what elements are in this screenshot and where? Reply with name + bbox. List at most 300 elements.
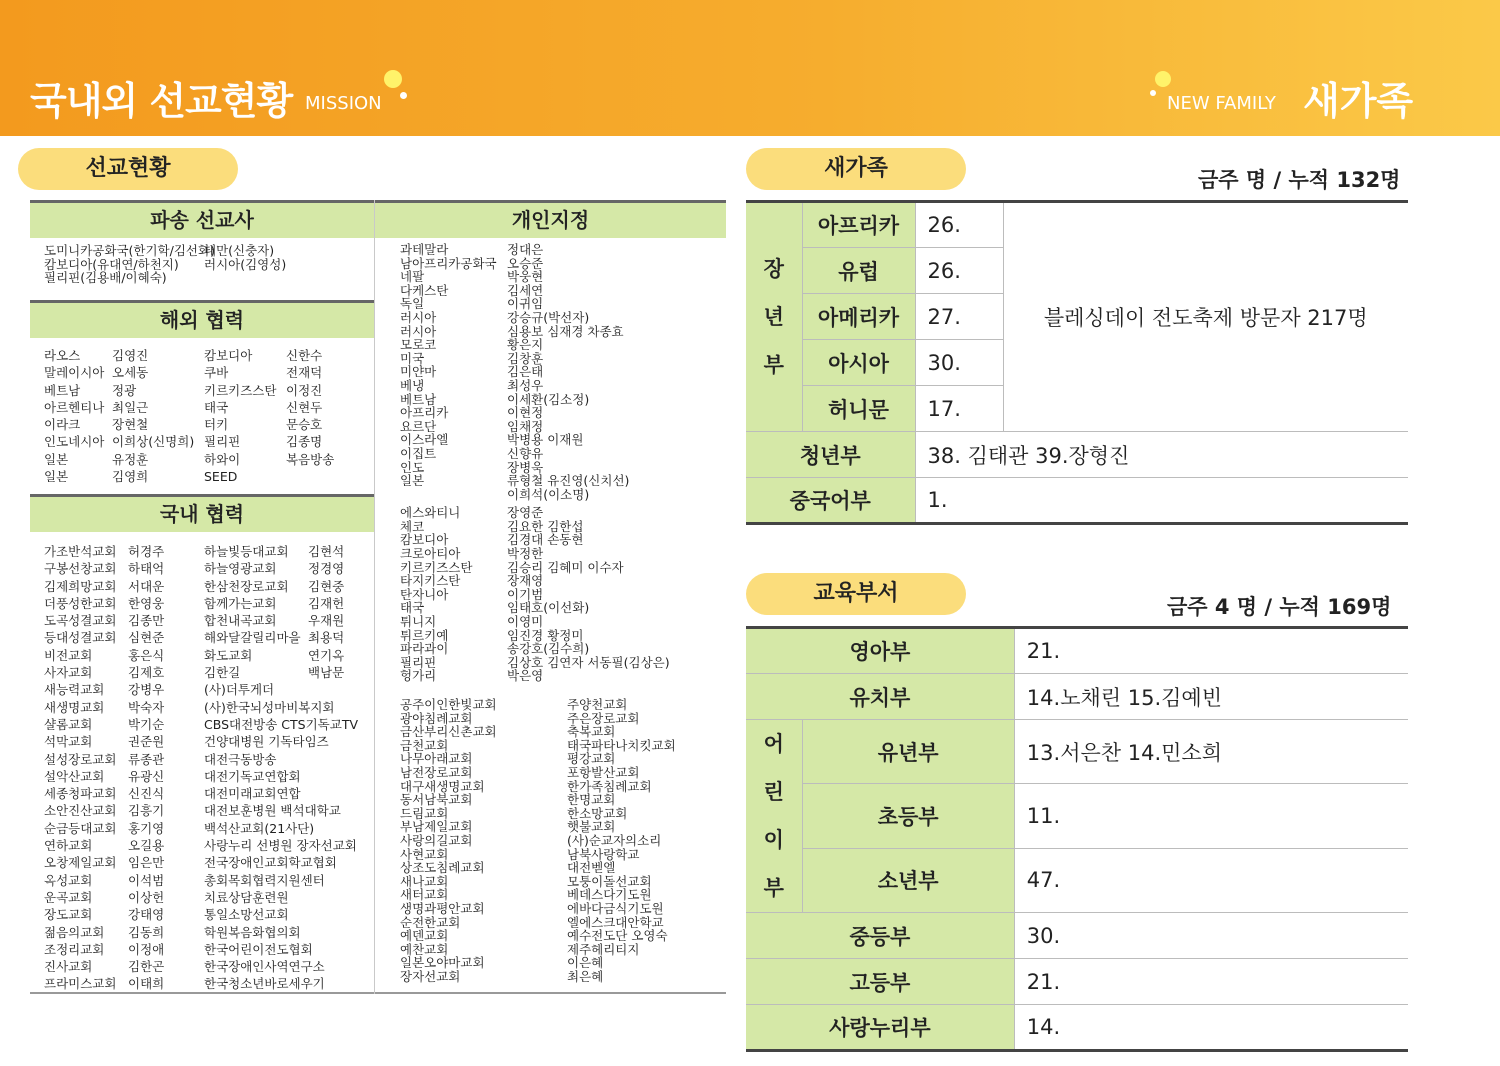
list-item (44, 785, 368, 802)
list-item (400, 629, 737, 643)
list-cell: 러시아 (400, 309, 437, 325)
list-cell: 축복교회 (567, 724, 616, 740)
list-cell (308, 751, 368, 768)
list-cell: 박은영 (507, 668, 544, 684)
list-item (400, 820, 717, 834)
list-cell: 이은혜 (567, 955, 604, 971)
list-item (44, 975, 368, 992)
list-item (400, 601, 737, 615)
list-cell: 학원복음화협의회 (204, 924, 301, 940)
list-cell: 러시아(김영성) (204, 256, 287, 272)
list-cell: 임태호(이선화) (507, 600, 590, 616)
list-cell: 이태희 (128, 976, 165, 992)
list-cell: 유정훈 (112, 451, 149, 467)
list-item (400, 888, 717, 902)
list-item (44, 578, 368, 595)
list-cell: 에바다금식기도원 (567, 900, 664, 916)
list-item (400, 433, 737, 447)
list-cell: 태국파타나치킷교회 (567, 737, 676, 753)
list-cell: 장도교회 (44, 907, 93, 923)
list-cell: 베트남 (400, 391, 437, 407)
list-cell: 도미니카공화국(한기학/김선화) (44, 243, 215, 258)
list-cell: 도곡성결교회 (44, 613, 117, 629)
list-cell (204, 271, 354, 285)
list-cell (308, 837, 368, 854)
list-cell: 백남문 (308, 665, 345, 681)
list-cell: 심현준 (128, 630, 165, 646)
value-middle: 30. (1014, 913, 1408, 959)
list-cell: 새능력교회 (44, 682, 105, 698)
list-cell: 주은장로교회 (567, 710, 640, 726)
dispatch-list (44, 244, 354, 285)
list-cell: 순전한교회 (400, 914, 461, 930)
list-cell: 포항발산교회 (567, 764, 640, 780)
list-item (44, 854, 368, 871)
list-cell: 김영진 (112, 348, 149, 363)
list-item (44, 872, 368, 889)
list-cell (308, 941, 368, 958)
list-cell: 이라크 (44, 417, 81, 433)
list-cell: 아르헨티나 (44, 399, 105, 415)
list-cell: 하늘영광교회 (204, 561, 277, 577)
list-cell: 라오스 (44, 348, 81, 363)
list-cell: 전재덕 (286, 365, 323, 381)
list-item (44, 416, 366, 433)
list-cell: SEED (204, 469, 238, 485)
list-cell: 사랑의길교회 (400, 832, 473, 848)
list-item (400, 752, 717, 766)
list-cell: 일본 (400, 473, 425, 489)
list-item (400, 311, 737, 325)
list-cell: 임진경 황정미 (507, 627, 584, 643)
list-cell: 연기옥 (308, 647, 345, 663)
list-item (44, 612, 368, 629)
list-item (44, 433, 366, 450)
value-elem: 11. (1014, 784, 1408, 848)
list-cell: 이세환(김소정) (507, 391, 590, 407)
list-cell (308, 716, 368, 733)
list-cell: 소안진산교회 (44, 803, 117, 819)
list-cell: 김상호 김연자 서동필(김상은) (507, 654, 670, 670)
list-cell: 키르키즈스탄 (204, 382, 277, 398)
list-cell: 베트남 (44, 382, 81, 398)
list-item (400, 270, 737, 284)
list-cell: 김승리 김혜미 이수자 (507, 559, 624, 575)
list-item (44, 382, 366, 399)
list-cell: 백석산교회(21사단) (204, 820, 315, 836)
list-cell: 예찬교회 (400, 941, 449, 957)
list-cell: 설악산교회 (44, 768, 105, 784)
list-cell: 송강호(김수희) (507, 641, 590, 657)
list-cell: 이현정 (507, 405, 544, 421)
list-cell: 키르키즈스탄 (400, 559, 473, 575)
list-cell: 한영웅 (128, 595, 165, 611)
list-cell: 김세연 (507, 282, 544, 298)
list-cell: 김흥기 (128, 803, 165, 819)
list-cell (308, 872, 368, 889)
column-divider (374, 200, 375, 994)
list-cell: 신현두 (286, 399, 323, 415)
list-cell: 복음방송 (286, 451, 335, 467)
list-item (400, 447, 737, 461)
list-cell: 문승호 (286, 417, 323, 433)
list-cell: 이영미 (507, 614, 544, 630)
list-item (44, 364, 366, 381)
list-cell: 탄자니아 (400, 586, 449, 602)
list-cell: 에스와티니 (400, 505, 461, 521)
list-cell: 크로아티아 (400, 546, 461, 562)
list-cell: 최은혜 (567, 968, 604, 984)
list-cell (308, 924, 368, 941)
list-cell: 터키 (204, 417, 229, 433)
list-cell: 허경주 (128, 544, 165, 559)
list-cell: 김종명 (286, 434, 323, 450)
value-lower-elem: 13.서은찬 14.민소희 (1014, 720, 1408, 784)
list-item (44, 889, 368, 906)
list-cell: 박웅현 (507, 269, 544, 285)
list-item (44, 543, 368, 560)
header-banner (0, 0, 1500, 136)
list-cell: 신향유 (507, 445, 544, 461)
list-cell: 베냉 (400, 377, 425, 393)
count-america: 27. (915, 294, 1003, 340)
list-cell: 대전벧엘 (567, 860, 616, 876)
list-cell (400, 488, 507, 502)
list-cell (308, 785, 368, 802)
list-cell: 김창훈 (507, 350, 544, 366)
overseas-list (44, 347, 366, 485)
list-cell: 말레이시아 (44, 365, 105, 381)
list-cell: 모로코 (400, 337, 437, 353)
list-cell: 아프리카 (400, 405, 449, 421)
list-cell: 미국 (400, 350, 425, 366)
list-cell: 이석범 (128, 872, 165, 888)
page-subtitle-right: NEW FAMILY (1167, 93, 1276, 114)
list-cell: 이집트 (400, 445, 437, 461)
value-sarangnuri: 14. (1014, 1005, 1408, 1051)
list-cell: (사)한국뇌성마비복지회 (204, 699, 335, 715)
list-cell: 최성우 (507, 377, 544, 393)
list-cell: 하태억 (128, 561, 165, 577)
education-table (746, 626, 1408, 1052)
list-cell: 이기범 (507, 586, 544, 602)
list-cell: 체코 (400, 518, 425, 534)
list-cell: 튀르키예 (400, 627, 449, 643)
list-cell: 김한길 (204, 665, 241, 681)
list-cell: 독일 (400, 296, 425, 312)
list-cell: 한소망교회 (567, 805, 628, 821)
list-item (44, 451, 366, 468)
dot-decoration (384, 70, 402, 88)
list-cell: 연하교회 (44, 838, 93, 854)
list-item (44, 958, 368, 975)
list-cell: (사)순교자의소리 (567, 832, 662, 848)
list-item (400, 574, 737, 588)
list-item (400, 698, 717, 712)
list-cell: 한국청소년바로세우기 (204, 976, 325, 992)
list-item (44, 699, 368, 716)
list-item (400, 669, 737, 683)
list-item (400, 338, 737, 352)
value-boys: 47. (1014, 848, 1408, 912)
list-cell (308, 854, 368, 871)
list-item (400, 420, 737, 434)
personal-list (400, 243, 737, 683)
list-item (400, 861, 717, 875)
list-cell: 류종관 (128, 751, 165, 767)
list-cell: 예덴교회 (400, 928, 449, 944)
list-cell: 튀니지 (400, 614, 437, 630)
list-cell: 필리핀 (204, 434, 241, 450)
list-item (44, 664, 368, 681)
count-honeymoon: 17. (915, 386, 1003, 432)
list-item (400, 656, 737, 670)
list-cell: 석막교회 (44, 734, 93, 750)
list-cell (308, 802, 368, 819)
list-cell: 김재헌 (308, 595, 345, 611)
list-cell: 김영희 (112, 469, 149, 485)
personal-header: 개인지정 (375, 200, 726, 238)
list-cell: 세종청파교회 (44, 786, 117, 802)
value-kinder: 14.노채린 15.김예빈 (1014, 674, 1408, 720)
list-cell (308, 768, 368, 785)
list-item (44, 802, 368, 819)
education-summary: 금주 4 명 / 누적 169명 (1167, 595, 1392, 619)
list-cell (308, 699, 368, 716)
list-cell: 금산부리신촌교회 (400, 724, 497, 740)
list-cell: 남아프리카공화국 (400, 255, 497, 271)
list-item (400, 461, 737, 475)
list-cell: 신한수 (286, 348, 323, 363)
list-item (400, 807, 717, 821)
list-cell: 이상헌 (128, 889, 165, 905)
list-cell: 한국장애인사역연구소 (204, 959, 325, 975)
region-europe: 유럽 (802, 248, 915, 294)
list-cell: 대구새생명교회 (400, 778, 485, 794)
list-item (400, 875, 717, 889)
list-cell: 장영준 (507, 505, 544, 521)
list-item (400, 488, 737, 502)
list-cell: 한삼천장로교회 (204, 578, 289, 594)
list-cell: 태국 (204, 399, 229, 415)
list-cell (308, 889, 368, 906)
list-item (400, 766, 717, 780)
list-item (400, 725, 717, 739)
list-item (400, 848, 717, 862)
list-cell: 장자선교회 (400, 968, 461, 984)
list-cell: 예수전도단 오영숙 (567, 928, 668, 944)
overseas-header: 해외 협력 (30, 300, 374, 338)
list-cell: 사현교회 (400, 846, 449, 862)
festival-note: 블레싱데이 전도축제 방문자 217명 (1003, 202, 1408, 432)
list-cell: 건양대병원 기독타임즈 (204, 734, 329, 750)
list-cell: 대전보훈병원 백석대학교 (204, 803, 341, 819)
list-cell: 권준원 (128, 734, 165, 750)
list-item (400, 393, 737, 407)
list-cell (308, 906, 368, 923)
list-cell: 장재영 (507, 573, 544, 589)
list-cell: 홍기영 (128, 820, 165, 836)
list-cell: 유광신 (128, 768, 165, 784)
list-cell: 사자교회 (44, 665, 93, 681)
list-cell: 김은태 (507, 364, 544, 380)
list-cell: 인도 (400, 459, 425, 475)
list-cell: 등대성결교회 (44, 630, 117, 646)
region-africa: 아프리카 (802, 202, 915, 248)
list-cell: 최용덕 (308, 630, 345, 646)
list-cell: 샬롬교회 (44, 716, 93, 732)
list-cell: 화도교회 (204, 647, 253, 663)
list-item (44, 560, 368, 577)
dept-infant: 영아부 (746, 628, 1014, 674)
list-cell: 필리핀 (400, 654, 437, 670)
list-item (400, 284, 737, 298)
list-item (44, 924, 368, 941)
list-cell: 캄보디아(유대연/하천지) (44, 256, 179, 272)
list-cell: 파라과이 (400, 641, 449, 657)
list-cell (286, 468, 366, 485)
list-item (44, 595, 368, 612)
list-cell: 심용보 심재경 차종효 (507, 323, 624, 339)
list-cell: 오길용 (128, 838, 165, 854)
list-cell: 옥성교회 (44, 872, 93, 888)
dept-sarangnuri: 사랑누리부 (746, 1005, 1014, 1051)
list-item (400, 588, 737, 602)
list-cell: 햇불교회 (567, 819, 616, 835)
list-cell: 박기순 (128, 716, 165, 732)
list-cell: 새나교회 (400, 873, 449, 889)
list-item (44, 399, 366, 416)
dot-decoration (1150, 90, 1156, 96)
dept-lower-elem: 유년부 (802, 720, 1014, 784)
list-cell: 박정한 (507, 546, 544, 562)
list-item (44, 347, 366, 364)
children-dept-label: 어 린 이 부 (746, 720, 802, 913)
list-cell (308, 975, 368, 992)
list-cell: 한명교회 (567, 792, 616, 808)
list-cell: 김제호 (128, 665, 165, 681)
list-cell: 박숙자 (128, 699, 165, 715)
region-honeymoon: 허니문 (802, 386, 915, 432)
list-item (400, 325, 737, 339)
list-cell: 요르단 (400, 418, 437, 434)
list-cell: 순금등대교회 (44, 820, 117, 836)
value-high: 21. (1014, 959, 1408, 1005)
list-item (400, 712, 717, 726)
list-cell: 평강교회 (567, 751, 616, 767)
list-item (400, 739, 717, 753)
list-cell: 우재원 (308, 613, 345, 629)
list-cell: 가조반석교회 (44, 544, 117, 559)
list-cell: 홍은식 (128, 647, 165, 663)
list-cell: 더풍성한교회 (44, 595, 117, 611)
list-cell: 이희상(신명희) (112, 434, 195, 450)
list-cell: 남북사랑학교 (567, 846, 640, 862)
list-item (44, 733, 368, 750)
list-item (400, 956, 717, 970)
list-cell: 최일근 (112, 399, 149, 415)
list-cell: 김요한 김한섭 (507, 518, 584, 534)
chinese-value: 1. (915, 478, 1408, 524)
list-cell (308, 681, 368, 698)
dept-middle: 중등부 (746, 913, 1014, 959)
newfamily-pill: 새가족 (746, 148, 966, 190)
list-cell: CBS대전방송 CTS기독교TV (204, 716, 359, 732)
list-item (400, 943, 717, 957)
list-cell: 인도네시아 (44, 434, 105, 450)
list-item (400, 365, 737, 379)
list-item (400, 793, 717, 807)
newfamily-summary: 금주 명 / 누적 132명 (1198, 168, 1401, 192)
chinese-dept: 중국어부 (746, 478, 915, 524)
mission-pill: 선교현황 (18, 148, 238, 190)
young-adult-value: 38. 김태관 39.장형진 (915, 432, 1408, 478)
list-cell: 김제희망교회 (44, 578, 117, 594)
list-item (44, 820, 368, 837)
list-cell: 이스라엘 (400, 432, 449, 448)
list-cell: 장현철 (112, 417, 149, 433)
list-item (400, 561, 737, 575)
list-cell: 제주헤리티지 (567, 941, 640, 957)
list-cell: 해와달갈릴리마을 (204, 630, 301, 646)
list-item (44, 837, 368, 854)
list-cell: 김경대 손동현 (507, 532, 584, 548)
list-item (44, 716, 368, 733)
list-item (44, 468, 366, 485)
list-item (400, 474, 737, 488)
page-title-right: 새가족 (1303, 79, 1414, 123)
list-cell: 오창제일교회 (44, 855, 117, 871)
list-cell: 총회목회협력지원센터 (204, 872, 325, 888)
list-cell: 한가족침례교회 (567, 778, 652, 794)
list-cell: 캄보디아 (400, 532, 449, 548)
list-item (400, 970, 717, 984)
list-cell (308, 820, 368, 837)
list-cell: 베데스다기도원 (567, 887, 652, 903)
list-cell: 과테말라 (400, 242, 449, 257)
list-cell: 구봉선창교회 (44, 561, 117, 577)
list-item (44, 768, 368, 785)
list-cell: 캄보디아 (204, 348, 253, 363)
list-cell: 김동희 (128, 924, 165, 940)
list-cell: 비전교회 (44, 647, 93, 663)
list-cell: 김한곤 (128, 959, 165, 975)
list-cell: 오승준 (507, 255, 544, 271)
list-cell: 프라미스교회 (44, 976, 117, 992)
dept-kinder: 유치부 (746, 674, 1014, 720)
list-cell: 헝가리 (400, 668, 437, 684)
education-pill: 교육부서 (746, 573, 966, 615)
list-cell: 주양천교회 (567, 697, 628, 712)
list-item (44, 647, 368, 664)
list-cell: 생명과평안교회 (400, 900, 485, 916)
count-asia: 30. (915, 340, 1003, 386)
list-cell: 장병욱 (507, 459, 544, 475)
list-cell: 일본 (44, 469, 69, 485)
newfamily-table (746, 200, 1408, 525)
value-infant: 21. (1014, 628, 1408, 674)
list-cell: 이귀임 (507, 296, 544, 312)
list-cell: 임은만 (128, 855, 165, 871)
list-item (400, 406, 737, 420)
church-list (400, 698, 717, 983)
list-cell: 이희석(이소명) (507, 486, 590, 502)
list-cell: 다케스탄 (400, 282, 449, 298)
list-item (44, 629, 368, 646)
list-item (400, 834, 717, 848)
list-cell: 일본오야마교회 (400, 955, 485, 971)
list-cell: (사)더투게더 (204, 682, 275, 698)
